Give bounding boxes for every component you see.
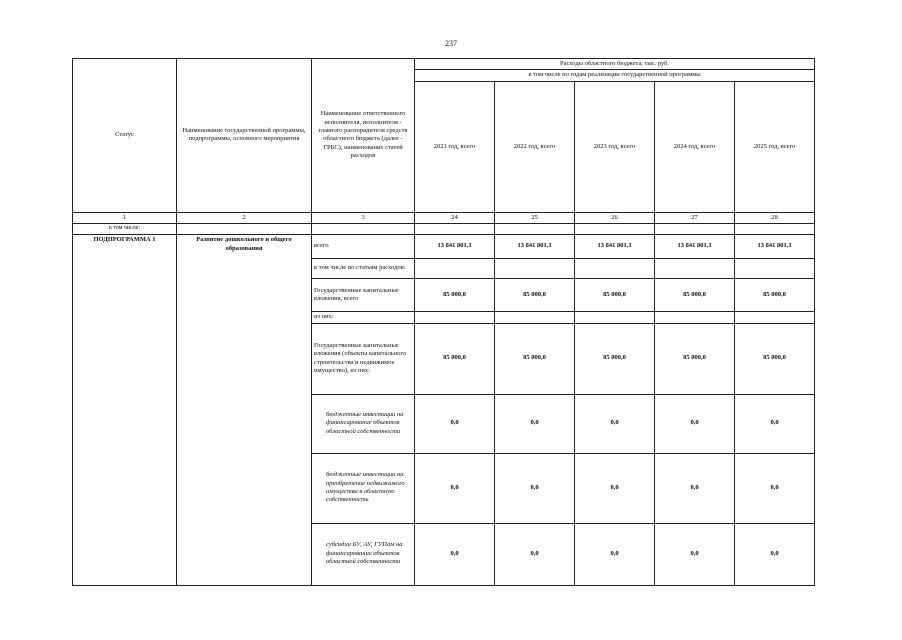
value-cell: 85 000,0 — [495, 279, 575, 312]
value-cell: 0,0 — [575, 453, 655, 523]
value-cell — [575, 312, 655, 323]
column-number: 24 — [415, 212, 495, 223]
value-cell: 85 000,0 — [415, 323, 495, 394]
header-status: Статус — [73, 59, 177, 213]
value-cell: 85 000,0 — [575, 323, 655, 394]
column-number: 25 — [495, 212, 575, 223]
row-label: Государственные капитальные вложения (объекты капитального строительства и недвижимое имущество), из них: — [312, 323, 415, 394]
column-number: 1 — [73, 212, 177, 223]
header-row-1 — [73, 59, 815, 70]
value-cell: 13 841 801,1 — [575, 235, 655, 259]
value-cell: 0,0 — [575, 394, 655, 453]
row-label: всего — [312, 235, 415, 259]
value-cell: 0,0 — [735, 394, 815, 453]
row-label: субсидии БУ, АУ, ГУПам на финансирование объектов областной собственности — [312, 523, 415, 585]
header-year-2022: 2022 год, всего — [495, 81, 575, 212]
subprogram-name: Развитие дошкольного и общего образования — [177, 235, 312, 585]
value-cell — [655, 312, 735, 323]
column-number: 2 — [177, 212, 312, 223]
column-number: 27 — [655, 212, 735, 223]
value-cell: 0,0 — [415, 523, 495, 585]
header-expenses: Расходы областного бюджета, тыс. руб. — [415, 59, 815, 70]
column-number: 26 — [575, 212, 655, 223]
row-label: из них: — [312, 312, 415, 323]
value-cell: 0,0 — [415, 394, 495, 453]
header-year-2024: 2024 год, всего — [655, 81, 735, 212]
column-number-row — [73, 212, 815, 223]
value-cell — [575, 259, 655, 279]
table-row — [73, 235, 815, 259]
column-number: 3 — [312, 212, 415, 223]
value-cell — [735, 312, 815, 323]
row-label: Государственные капитальные вложения, всего — [312, 279, 415, 312]
value-cell: 85 000,0 — [415, 279, 495, 312]
value-cell: 13 841 801,1 — [655, 235, 735, 259]
value-cell: 0,0 — [655, 453, 735, 523]
value-cell — [495, 312, 575, 323]
page-number: 237 — [445, 39, 457, 48]
value-cell: 0,0 — [655, 394, 735, 453]
budget-table — [72, 58, 815, 586]
value-cell: 85 000,0 — [655, 323, 735, 394]
including-row — [73, 224, 815, 235]
value-cell — [415, 312, 495, 323]
value-cell: 13 841 801,1 — [735, 235, 815, 259]
value-cell: 85 000,0 — [735, 279, 815, 312]
value-cell: 0,0 — [495, 453, 575, 523]
header-by-years: в том числе по годам реализации государственной программы — [415, 70, 815, 81]
row-label: в том числе по статьям расходов: — [312, 259, 415, 279]
value-cell — [735, 259, 815, 279]
value-cell: 85 000,0 — [495, 323, 575, 394]
header-program-name: Наименование государственной программы, подпрограммы, основного мероприятия — [177, 59, 312, 213]
header-year-2025: 2025 год, всего — [735, 81, 815, 212]
header-year-2023: 2023 год, всего — [575, 81, 655, 212]
value-cell: 85 000,0 — [575, 279, 655, 312]
value-cell: 0,0 — [735, 523, 815, 585]
header-year-2021: 2021 год, всего — [415, 81, 495, 212]
value-cell: 0,0 — [655, 523, 735, 585]
value-cell: 85 000,0 — [735, 323, 815, 394]
column-number: 28 — [735, 212, 815, 223]
including-label: в том числе: — [73, 224, 177, 235]
value-cell: 0,0 — [735, 453, 815, 523]
row-label: бюджетные инвестиции на приобретение недвижимого имущества в областную собственность — [312, 453, 415, 523]
value-cell — [495, 259, 575, 279]
value-cell — [655, 259, 735, 279]
row-label: бюджетные инвестиции на финансирование объектов областной собственности — [312, 394, 415, 453]
value-cell: 0,0 — [495, 523, 575, 585]
value-cell: 0,0 — [575, 523, 655, 585]
value-cell — [415, 259, 495, 279]
header-executor: Наименование ответственного исполнителя, исполнителя - главного распорядителя средств областного бюджета (далее - ГРБС), наименование статей расходов — [312, 59, 415, 213]
subprogram-status: ПОДПРОГРАММА 1 — [73, 235, 177, 585]
value-cell: 85 000,0 — [655, 279, 735, 312]
value-cell: 13 841 801,1 — [495, 235, 575, 259]
value-cell: 0,0 — [495, 394, 575, 453]
value-cell: 13 841 801,1 — [415, 235, 495, 259]
value-cell: 0,0 — [415, 453, 495, 523]
